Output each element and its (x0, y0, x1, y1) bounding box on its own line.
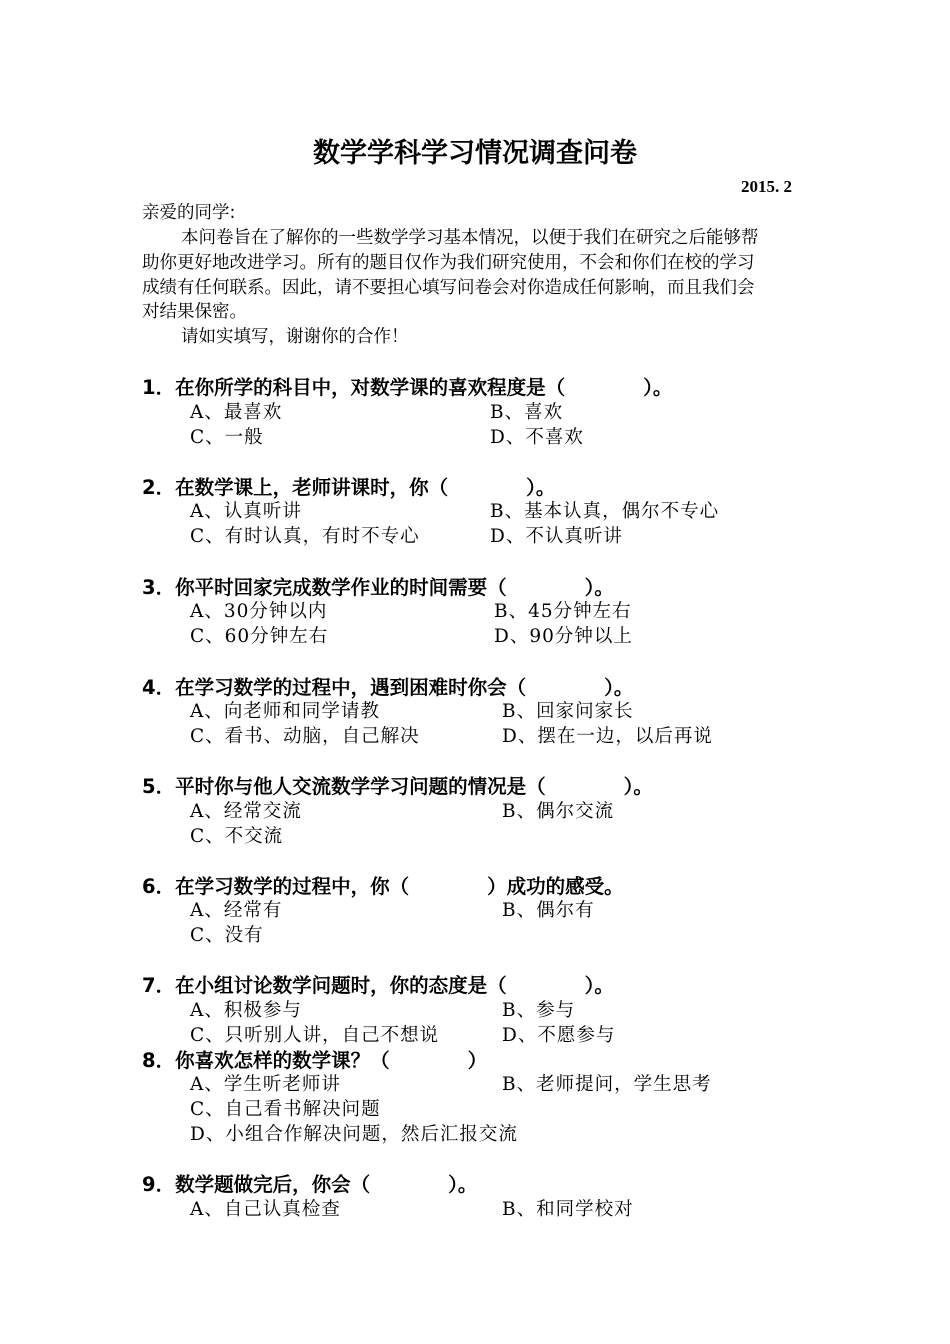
q7-option-b: B、参与 (502, 1000, 576, 1021)
q3-option-c: C、60分钟左右 (190, 626, 329, 647)
q7-option-c: C、只听别人讲，自己不想说 (190, 1025, 440, 1046)
q3-option-d: D、90分钟以上 (494, 626, 633, 647)
q8-option-b: B、老师提问，学生思考 (502, 1074, 712, 1095)
intro-line: 助你更好地改进学习。所有的题目仅作为我们研究使用，不会和你们在校的学习 (142, 253, 755, 273)
q6-option-a: A、经常有 (190, 900, 283, 921)
q2-option-b: B、基本认真，偶尔不专心 (490, 501, 720, 522)
q8-option-c: C、自己看书解决问题 (190, 1099, 381, 1120)
q4-option-d: D、摆在一边，以后再说 (502, 726, 713, 747)
survey-date: 2015. 2 (741, 177, 792, 196)
intro-line: 成绩有任何联系。因此，请不要担心填写问卷会对你造成任何影响，而且我们会 (142, 278, 755, 298)
q3-option-a: A、30分钟以内 (190, 601, 328, 622)
q1-option-a: A、最喜欢 (190, 402, 283, 423)
page-title: 数学学科学习情况调查问卷 (313, 138, 637, 169)
intro-line: 本问卷旨在了解你的一些数学学习基本情况，以便于我们在研究之后能够帮 (181, 228, 759, 248)
q2-option-c: C、有时认真，有时不专心 (190, 526, 420, 547)
intro-line: 对结果保密。 (142, 302, 247, 322)
question-8: 8．你喜欢怎样的数学课？（ ） (142, 1049, 488, 1072)
question-1: 1．在你所学的科目中，对数学课的喜欢程度是（ ）。 (142, 376, 673, 399)
q5-option-c: C、不交流 (190, 826, 284, 847)
q7-option-d: D、不愿参与 (502, 1025, 616, 1046)
q7-option-a: A、积极参与 (190, 1000, 302, 1021)
question-3: 3．你平时回家完成数学作业的时间需要（ ）。 (142, 576, 614, 599)
q1-option-b: B、喜欢 (490, 402, 564, 423)
question-9: 9．数学题做完后，你会（ ）。 (142, 1173, 478, 1196)
q6-option-b: B、偶尔有 (502, 900, 595, 921)
q4-option-b: B、回家问家长 (502, 701, 634, 722)
question-2: 2．在数学课上，老师讲课时，你（ ）。 (142, 476, 556, 499)
q9-option-b: B、和同学校对 (502, 1199, 634, 1220)
q2-option-a: A、认真听讲 (190, 501, 302, 522)
q5-option-b: B、偶尔交流 (502, 801, 615, 822)
q4-option-a: A、向老师和同学请教 (190, 701, 380, 722)
q8-option-d: D、小组合作解决问题，然后汇报交流 (190, 1124, 518, 1145)
intro-salutation: 亲爱的同学: (142, 203, 236, 223)
q5-option-a: A、经常交流 (190, 801, 302, 822)
q1-option-d: D、不喜欢 (490, 427, 584, 448)
intro-closing: 请如实填写，谢谢你的合作！ (181, 327, 409, 347)
q1-option-c: C、一般 (190, 427, 264, 448)
question-6: 6．在学习数学的过程中，你（ ）成功的感受。 (142, 875, 624, 898)
q9-option-a: A、自己认真检查 (190, 1199, 341, 1220)
question-7: 7．在小组讨论数学问题时，你的态度是（ ）。 (142, 974, 614, 997)
q3-option-b: B、45分钟左右 (494, 601, 632, 622)
question-4: 4．在学习数学的过程中，遇到困难时你会（ ）。 (142, 676, 634, 699)
q2-option-d: D、不认真听讲 (490, 526, 623, 547)
q8-option-a: A、学生听老师讲 (190, 1074, 341, 1095)
q6-option-c: C、没有 (190, 925, 264, 946)
q4-option-c: C、看书、动脑，自己解决 (190, 726, 420, 747)
question-5: 5．平时你与他人交流数学学习问题的情况是（ ）。 (142, 775, 653, 798)
